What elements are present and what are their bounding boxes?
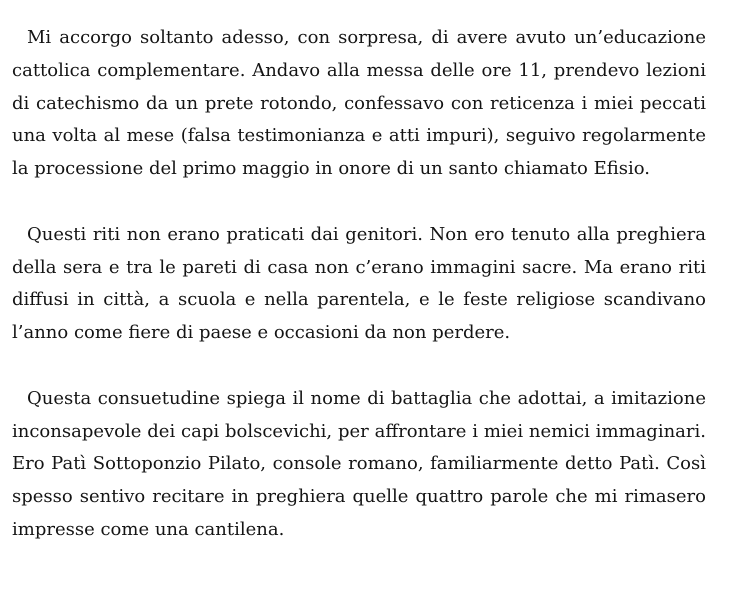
paragraph-2: Questi riti non erano praticati dai genitori. Non ero tenuto alla preghiera della sera e tra le pareti di casa non c’erano immagini sacre. Ma erano riti diffusi in città, a scuola e nella parentela, e le feste religiose scandivano l’anno come fiere di paese e occasioni da non perdere. [12, 223, 706, 344]
paragraph-3: Questa consuetudine spiega il nome di battaglia che adottai, a imitazione inconsapevole dei capi bolscevichi, per affrontare i miei nemici immaginari. Ero Patì Sottoponzio Pilato, console romano, familiarmente detto Patì. Così spesso sentivo recitare in preghiera quelle quattro parole che mi rimasero impresse come una cantilena. [12, 387, 706, 540]
paragraph-1: Mi accorgo soltanto adesso, con sorpresa, di avere avuto un’educazione cattolica complementare. Andavo alla messa delle ore 11, prendevo lezioni di catechismo da un prete rotondo, confessavo con reticenza i miei peccati una volta al mese (falsa testimonianza e atti impuri), seguivo regolarmente la processione del primo maggio in onore di un santo chiamato Efisio. [12, 27, 706, 180]
